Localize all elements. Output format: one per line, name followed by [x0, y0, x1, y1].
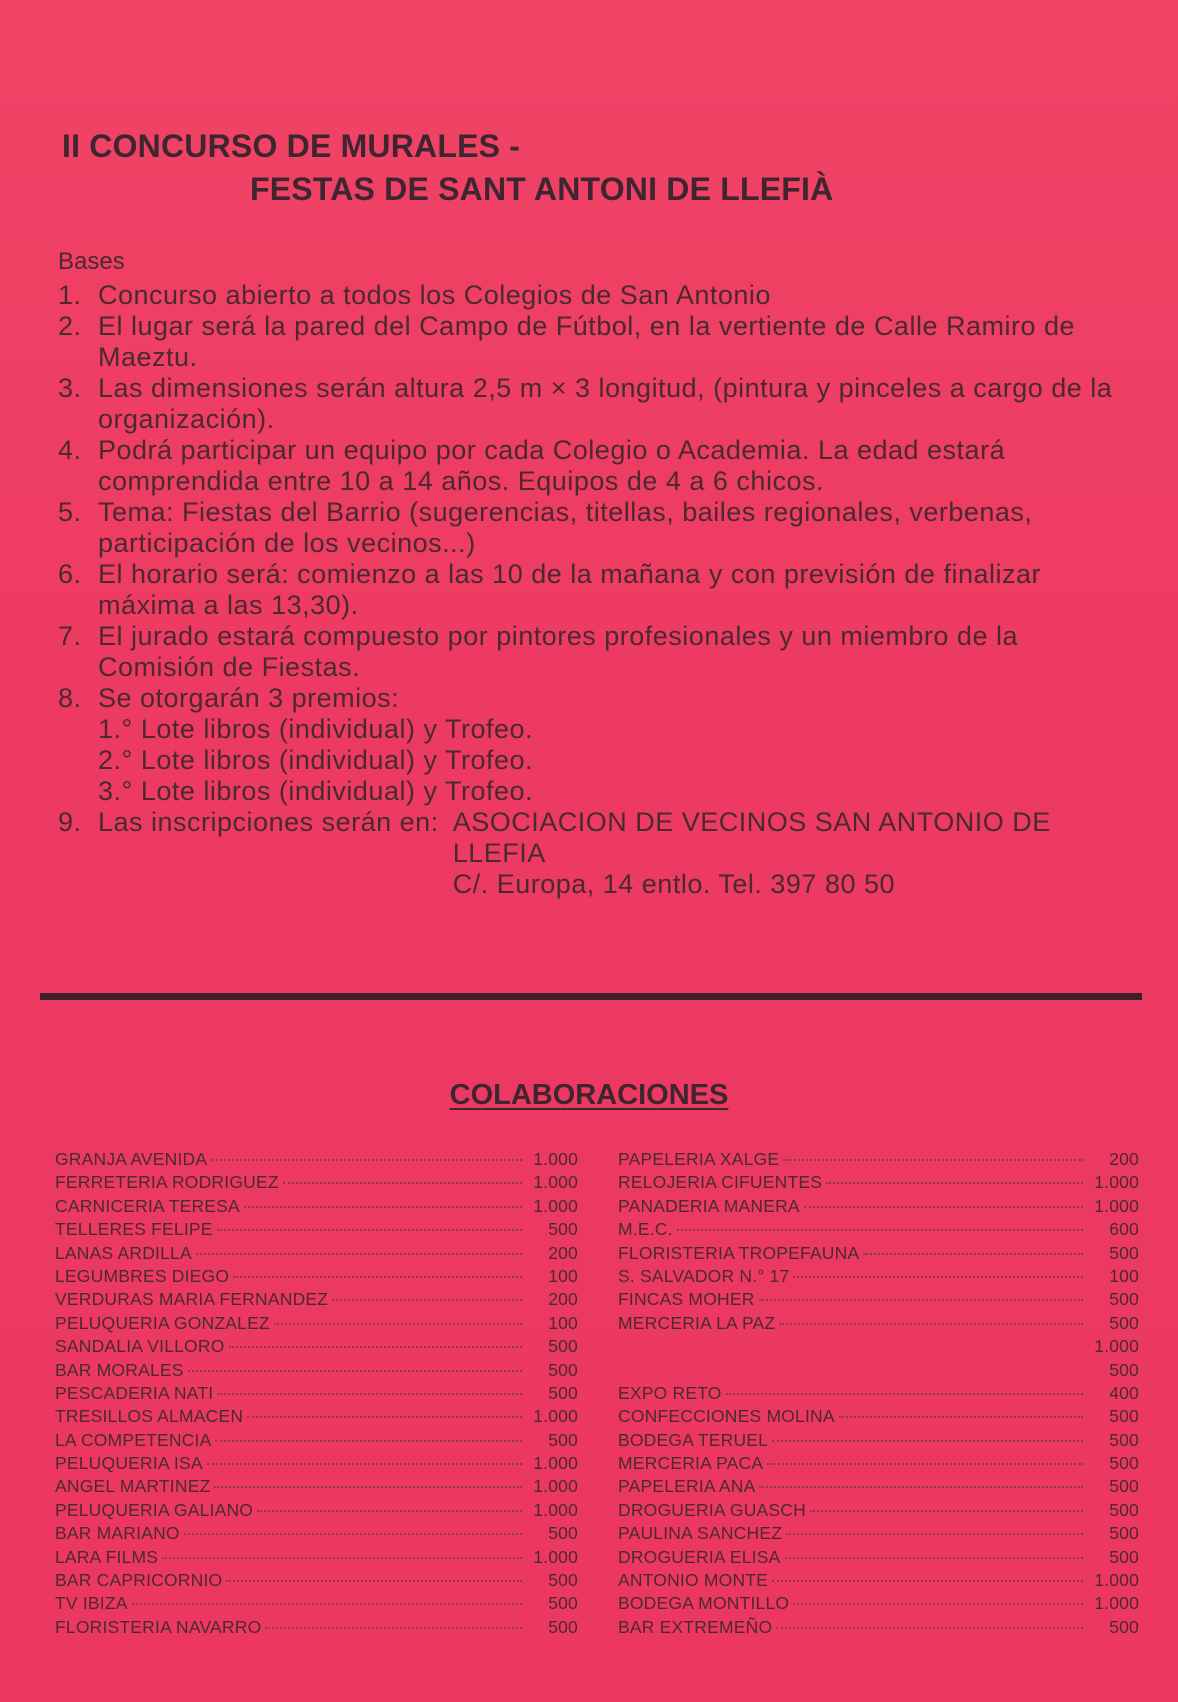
dot-leader — [332, 1299, 522, 1301]
sponsor-row — [55, 1405, 578, 1428]
sponsor-row — [55, 1522, 578, 1545]
sponsor-name: PESCADERIA NATI — [55, 1382, 214, 1403]
sponsor-amount: 1.000 — [533, 1149, 578, 1169]
sponsor-amount: 500 — [548, 1382, 578, 1403]
sponsor-amount: 400 — [1109, 1382, 1139, 1403]
sponsor-row — [55, 1171, 578, 1194]
dot-leader — [804, 1206, 1083, 1208]
sponsor-row — [618, 1148, 1139, 1171]
dot-leader — [772, 1440, 1083, 1442]
inscription-address-block — [453, 807, 1133, 900]
sponsor-row — [55, 1616, 578, 1639]
sponsor-amount: 1.000 — [533, 1195, 578, 1216]
sponsor-name: PAPELERIA ANA — [618, 1476, 756, 1497]
sponsor-row — [618, 1616, 1139, 1639]
dot-leader — [677, 1229, 1083, 1231]
bases-item-number: 8. — [58, 683, 82, 713]
sponsor-name: MERCERIA LA PAZ — [618, 1312, 776, 1333]
sponsor-amount: 500 — [548, 1429, 578, 1450]
sponsor-row — [618, 1359, 1139, 1382]
sponsor-amount: 500 — [548, 1219, 578, 1240]
bases-item-text: Se otorgarán 3 premios: — [98, 683, 400, 713]
bases-item-text: Concurso abierto a todos los Colegios de San Antonio — [98, 280, 771, 310]
dot-leader — [211, 1159, 522, 1161]
bases-item-text: El jurado estará compuesto por pintores profesionales y un miembro de la Comisión de Fiestas. — [98, 621, 1018, 682]
sponsor-row — [618, 1265, 1139, 1288]
sponsor-row — [618, 1499, 1139, 1522]
sponsor-name: DROGUERIA ELISA — [618, 1546, 781, 1567]
dot-leader — [767, 1463, 1083, 1465]
sponsor-name: RELOJERIA CIFUENTES — [618, 1172, 823, 1193]
sponsor-name: TELLERES FELIPE — [55, 1219, 213, 1240]
sponsor-name: GRANJA AVENIDA — [55, 1149, 208, 1169]
sponsor-name: LANAS ARDILLA — [55, 1242, 192, 1263]
sponsor-name: FLORISTERIA TROPEFAUNA — [618, 1242, 860, 1263]
sponsor-name: VERDURAS MARIA FERNANDEZ — [55, 1289, 329, 1310]
colaboraciones-left-column — [55, 1148, 578, 1639]
dot-leader — [226, 1580, 522, 1582]
sponsor-name: TV IBIZA — [55, 1593, 128, 1614]
sponsor-row — [55, 1475, 578, 1498]
sponsor-row — [618, 1218, 1139, 1241]
dot-leader — [162, 1557, 522, 1559]
section-divider — [40, 993, 1142, 1000]
sponsor-row — [618, 1195, 1139, 1218]
sponsor-name: EXPO RETO — [618, 1382, 722, 1403]
bases-item — [58, 311, 1133, 373]
bases-item-text: El horario será: comienzo a las 10 de la mañana y con previsión de finalizar máxima a las 13,30). — [98, 559, 1041, 620]
sponsor-name: PELUQUERIA GALIANO — [55, 1499, 254, 1520]
sponsor-name: BODEGA MONTILLO — [618, 1593, 790, 1614]
sponsor-name: LEGUMBRES DIEGO — [55, 1265, 230, 1286]
colaboraciones-right-column — [618, 1148, 1139, 1639]
sponsor-amount: 500 — [1109, 1359, 1139, 1380]
sponsor-amount: 1.000 — [1094, 1172, 1139, 1193]
sponsor-row — [618, 1475, 1139, 1498]
sponsor-amount: 500 — [548, 1359, 578, 1380]
sponsor-row — [55, 1429, 578, 1452]
sponsor-name: BAR MORALES — [55, 1359, 184, 1380]
sponsor-amount: 500 — [548, 1523, 578, 1544]
sponsor-row — [618, 1522, 1139, 1545]
dot-leader — [772, 1580, 1083, 1582]
sponsor-name: ANGEL MARTINEZ — [55, 1476, 211, 1497]
dot-leader — [779, 1323, 1083, 1325]
sponsor-name: MERCERIA PACA — [618, 1453, 764, 1474]
bases-item-text: Podrá participar un equipo por cada Colegio o Academia. La edad estará comprendida entre 10 a 14 años. Equipos de 4 a 6 chicos. — [98, 435, 1006, 496]
bases-item-number: 4. — [58, 435, 82, 465]
sponsor-amount: 500 — [1109, 1453, 1139, 1474]
sponsor-name: PANADERIA MANERA — [618, 1195, 800, 1216]
dot-leader — [759, 1486, 1083, 1488]
dot-leader — [207, 1463, 522, 1465]
sponsor-amount: 100 — [1109, 1265, 1139, 1286]
bases-item-number: 3. — [58, 373, 82, 403]
sponsor-name: PAPELERIA XALGE — [618, 1149, 780, 1169]
inscription-address: C/. Europa, 14 entlo. Tel. 397 80 50 — [452, 869, 895, 899]
sponsor-row — [55, 1452, 578, 1475]
sponsor-name: PELUQUERIA ISA — [55, 1453, 203, 1474]
sponsor-amount: 500 — [1109, 1499, 1139, 1520]
sponsor-name: S. SALVADOR N.° 17 — [618, 1265, 790, 1286]
bases-item-number: 5. — [58, 497, 82, 527]
sponsor-amount: 500 — [548, 1616, 578, 1637]
bases-item-inscription — [58, 807, 1133, 900]
sponsor-row — [55, 1592, 578, 1615]
sponsor-amount: 1.000 — [533, 1406, 578, 1427]
dot-leader — [283, 1182, 522, 1184]
dot-leader — [244, 1206, 522, 1208]
bases-item-number: 7. — [58, 621, 82, 651]
dot-leader — [184, 1533, 522, 1535]
sponsor-row — [618, 1242, 1139, 1265]
sponsor-amount: 500 — [1109, 1289, 1139, 1310]
dot-leader — [759, 1299, 1083, 1301]
sponsor-amount: 600 — [1109, 1219, 1139, 1240]
sponsor-row — [55, 1218, 578, 1241]
dot-leader — [196, 1253, 522, 1255]
title-line-1: II CONCURSO DE MURALES - — [62, 128, 521, 164]
sponsor-row — [618, 1569, 1139, 1592]
dot-leader — [793, 1603, 1083, 1605]
sponsor-row — [618, 1592, 1139, 1615]
dot-leader — [274, 1323, 522, 1325]
sponsor-row — [55, 1288, 578, 1311]
sponsor-amount: 500 — [1109, 1616, 1139, 1637]
sponsor-name: BAR CAPRICORNIO — [55, 1570, 223, 1591]
sponsor-amount: 1.000 — [533, 1453, 578, 1474]
sponsor-amount: 500 — [1109, 1523, 1139, 1544]
bases-item-number: 9. — [58, 807, 82, 837]
sponsor-name: CONFECCIONES MOLINA — [618, 1406, 835, 1427]
bases-item — [58, 497, 1133, 559]
sponsor-amount: 500 — [1109, 1429, 1139, 1450]
sponsor-amount: 500 — [1109, 1242, 1139, 1263]
bases-item-text: Las dimensiones serán altura 2,5 m × 3 longitud, (pintura y pinceles a cargo de la organización). — [98, 373, 1113, 434]
sponsor-name: FINCAS MOHER — [618, 1289, 755, 1310]
inscription-label: Las inscripciones serán en: — [98, 807, 439, 837]
sponsor-amount: 200 — [1109, 1149, 1139, 1169]
sponsor-name: PELUQUERIA GONZALEZ — [55, 1312, 270, 1333]
sponsor-name: M.E.C. — [618, 1219, 673, 1240]
sponsor-row — [618, 1312, 1139, 1335]
sponsor-amount: 200 — [548, 1289, 578, 1310]
dot-leader — [726, 1393, 1083, 1395]
sponsor-amount: 1.000 — [533, 1172, 578, 1193]
sponsor-row — [55, 1242, 578, 1265]
sponsor-name: CARNICERIA TERESA — [55, 1195, 240, 1216]
dot-leader — [785, 1557, 1084, 1559]
sponsor-name: SANDALIA VILLORO — [55, 1336, 225, 1357]
prize-item: 1.° Lote libros (individual) y Trofeo. — [98, 714, 533, 744]
prize-item: 3.° Lote libros (individual) y Trofeo. — [98, 776, 533, 806]
dot-leader — [257, 1510, 522, 1512]
sponsor-name: LARA FILMS — [55, 1546, 159, 1567]
sponsor-amount: 200 — [548, 1242, 578, 1263]
dot-leader — [786, 1533, 1083, 1535]
sponsor-name: BAR EXTREMEÑO — [618, 1616, 773, 1637]
dot-leader — [214, 1486, 522, 1488]
sponsor-amount: 500 — [1109, 1546, 1139, 1567]
dot-leader — [826, 1182, 1083, 1184]
prize-item: 2.° Lote libros (individual) y Trofeo. — [98, 745, 533, 775]
sponsor-row — [618, 1429, 1139, 1452]
sponsor-row — [55, 1195, 578, 1218]
sponsor-amount: 1.000 — [533, 1476, 578, 1497]
colaboraciones-title: COLABORACIONES — [449, 1079, 729, 1111]
dot-leader — [188, 1370, 522, 1372]
bases-item — [58, 435, 1133, 497]
prize-list — [98, 714, 1133, 807]
sponsor-name: TRESILLOS ALMACEN — [55, 1406, 244, 1427]
sponsor-amount: 1.000 — [1094, 1195, 1139, 1216]
sponsor-name: ANTONIO MONTE — [618, 1570, 769, 1591]
title-line-2: FESTAS DE SANT ANTONI DE LLEFIÀ — [250, 171, 834, 207]
dot-leader — [810, 1510, 1083, 1512]
dot-leader — [229, 1346, 522, 1348]
dot-leader — [215, 1440, 522, 1442]
bases-item — [58, 280, 1133, 311]
sponsor-row — [55, 1335, 578, 1358]
bases-label: Bases — [58, 248, 125, 275]
dot-leader — [863, 1253, 1083, 1255]
dot-leader — [783, 1159, 1083, 1161]
bases-item-number: 1. — [58, 280, 82, 310]
sponsor-amount: 500 — [1109, 1312, 1139, 1333]
sponsor-row — [55, 1382, 578, 1405]
sponsor-name: FERRETERIA RODRIGUEZ — [55, 1172, 279, 1193]
bases-item — [58, 621, 1133, 683]
sponsor-name: PAULINA SANCHEZ — [618, 1523, 783, 1544]
sponsor-row — [55, 1359, 578, 1382]
sponsor-amount: 500 — [548, 1336, 578, 1357]
dot-leader — [217, 1229, 522, 1231]
dot-leader — [839, 1416, 1083, 1418]
sponsor-name: DROGUERIA GUASCH — [618, 1499, 806, 1520]
sponsor-row — [618, 1405, 1139, 1428]
dot-leader — [233, 1276, 522, 1278]
sponsor-row — [55, 1148, 578, 1171]
sponsor-row — [618, 1171, 1139, 1194]
sponsor-amount: 100 — [548, 1265, 578, 1286]
sponsor-row — [618, 1288, 1139, 1311]
sponsor-row — [55, 1546, 578, 1569]
sponsor-amount: 500 — [548, 1570, 578, 1591]
dot-leader — [247, 1416, 522, 1418]
sponsor-row — [618, 1382, 1139, 1405]
bases-item — [58, 683, 1133, 807]
bases-list — [58, 280, 1133, 900]
bases-item — [58, 559, 1133, 621]
dot-leader — [132, 1603, 522, 1605]
sponsor-amount: 500 — [548, 1593, 578, 1614]
sponsor-amount: 1.000 — [1094, 1336, 1139, 1357]
sponsor-name: BODEGA TERUEL — [618, 1429, 769, 1450]
sponsor-row — [618, 1452, 1139, 1475]
sponsor-name: BAR MARIANO — [55, 1523, 180, 1544]
inscription-block — [98, 807, 1133, 900]
dot-leader — [217, 1393, 522, 1395]
sponsor-name: LA COMPETENCIA — [55, 1429, 212, 1450]
dot-leader — [793, 1276, 1083, 1278]
sponsor-amount: 500 — [1109, 1406, 1139, 1427]
bases-item-number: 6. — [58, 559, 82, 589]
sponsor-name: FLORISTERIA NAVARRO — [55, 1616, 262, 1637]
sponsor-row — [618, 1335, 1139, 1358]
sponsor-amount: 1.000 — [533, 1546, 578, 1567]
sponsor-row — [618, 1546, 1139, 1569]
sponsor-row — [55, 1312, 578, 1335]
sponsor-amount: 100 — [548, 1312, 578, 1333]
dot-leader — [265, 1627, 522, 1629]
inscription-organization: ASOCIACION DE VECINOS SAN ANTONIO DE LLEFIA — [452, 807, 1051, 868]
bases-item-text: El lugar será la pared del Campo de Fútbol, en la vertiente de Calle Ramiro de Maeztu. — [98, 311, 1076, 372]
bases-item-number: 2. — [58, 311, 82, 341]
bases-item — [58, 373, 1133, 435]
sponsor-row — [55, 1499, 578, 1522]
sponsor-amount: 1.000 — [533, 1499, 578, 1520]
sponsor-amount: 500 — [1109, 1476, 1139, 1497]
sponsor-row — [55, 1265, 578, 1288]
bases-item-text: Tema: Fiestas del Barrio (sugerencias, titellas, bailes regionales, verbenas, participación de los vecinos...) — [98, 497, 1033, 558]
dot-leader — [776, 1627, 1083, 1629]
sponsor-row — [55, 1569, 578, 1592]
sponsor-amount: 1.000 — [1094, 1570, 1139, 1591]
sponsor-amount: 1.000 — [1094, 1593, 1139, 1614]
